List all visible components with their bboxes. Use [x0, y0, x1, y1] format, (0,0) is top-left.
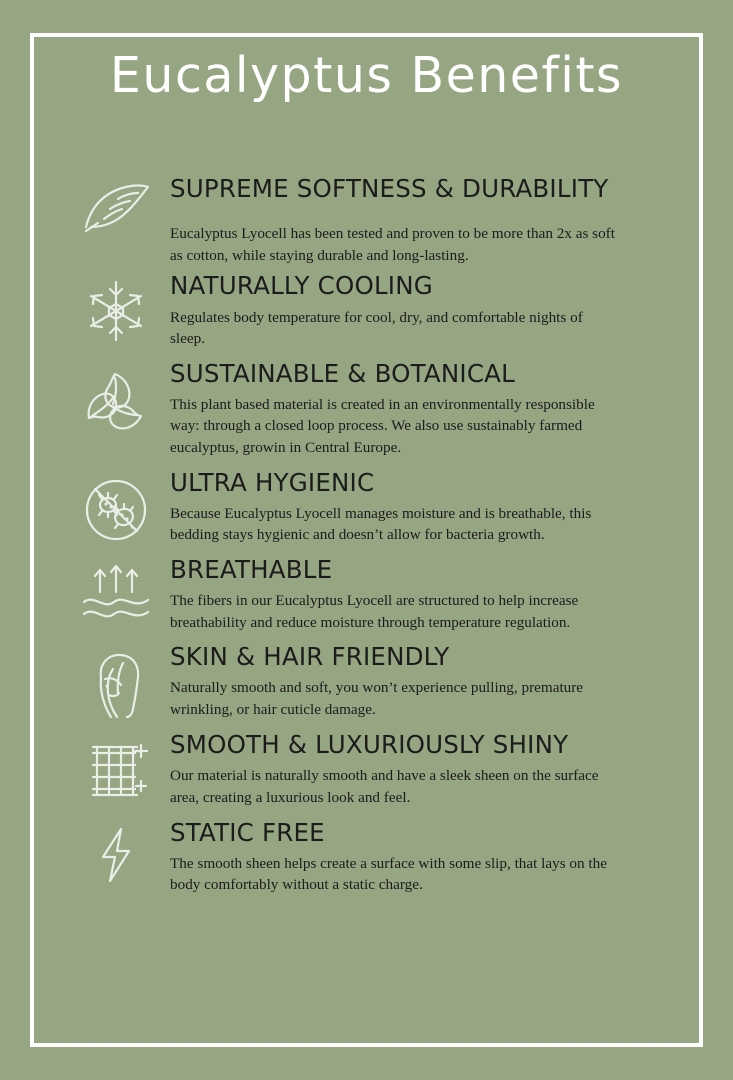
benefit-title: BREATHABLE — [170, 554, 333, 584]
benefit-item — [62, 272, 693, 349]
recycle-leaves-icon — [62, 360, 170, 440]
no-bacteria-icon — [62, 469, 170, 545]
benefit-text — [170, 360, 693, 459]
lightning-bolt-icon — [62, 819, 170, 885]
benefit-text — [170, 272, 693, 349]
benefit-text — [170, 469, 693, 546]
face-hair-icon — [62, 643, 170, 721]
benefit-text — [170, 175, 693, 266]
benefit-item — [62, 731, 693, 808]
benefit-title: ULTRA HYGIENIC — [170, 467, 375, 497]
benefit-text — [170, 819, 693, 896]
benefit-item — [62, 819, 693, 896]
benefits-list — [62, 175, 693, 906]
benefit-title: STATIC FREE — [170, 817, 325, 847]
feather-icon — [62, 175, 170, 237]
benefit-item — [62, 175, 693, 266]
benefit-body: The fibers in our Eucalyptus Lyocell are structured to help increase breathability and reduce moisture through temperature regulation. — [170, 592, 579, 631]
benefit-title: NATURALLY COOLING — [170, 271, 433, 301]
benefit-body: Naturally smooth and soft, you won’t experience pulling, premature wrinkling, or hair cuticle damage. — [170, 679, 584, 718]
benefit-text — [170, 556, 693, 633]
benefit-title: SUPREME SOFTNESS & DURABILITY — [170, 174, 609, 203]
benefit-title: SMOOTH & LUXURIOUSLY SHINY — [170, 730, 569, 760]
benefit-body: The smooth sheen helps create a surface with some slip, that lays on the body comfortably without a static charge. — [170, 854, 607, 894]
benefit-body: Our material is naturally smooth and have a sleek sheen on the surface area, creating a luxurious look and feel. — [170, 767, 599, 806]
benefit-title: SKIN & HAIR FRIENDLY — [170, 642, 450, 672]
benefit-text — [170, 731, 693, 808]
benefit-body: Eucalyptus Lyocell has been tested and proven to be more than 2x as soft as cotton, while staying durable and long-lasting. — [170, 225, 615, 264]
benefit-body: Because Eucalyptus Lyocell manages moisture and is breathable, this bedding stays hygienic and doesn’t allow for bacteria growth. — [170, 504, 592, 544]
benefit-item — [62, 556, 693, 633]
benefit-body: This plant based material is created in an environmentally responsible way: through a closed loop process. We also use sustainably farmed eucalyptus, growin in Central Europe. — [170, 395, 595, 456]
benefit-body: Regulates body temperature for cool, dry, and comfortable nights of sleep. — [170, 308, 583, 348]
benefit-item — [62, 643, 693, 721]
woven-fabric-sparkle-icon — [62, 731, 170, 801]
airflow-arrows-icon — [62, 556, 170, 624]
page-title: Eucalyptus Benefits — [109, 47, 624, 104]
benefit-item — [62, 360, 693, 459]
benefit-text — [170, 643, 693, 720]
benefit-item — [62, 469, 693, 546]
snowflake-icon — [62, 272, 170, 344]
benefit-title: SUSTAINABLE & BOTANICAL — [170, 358, 515, 388]
